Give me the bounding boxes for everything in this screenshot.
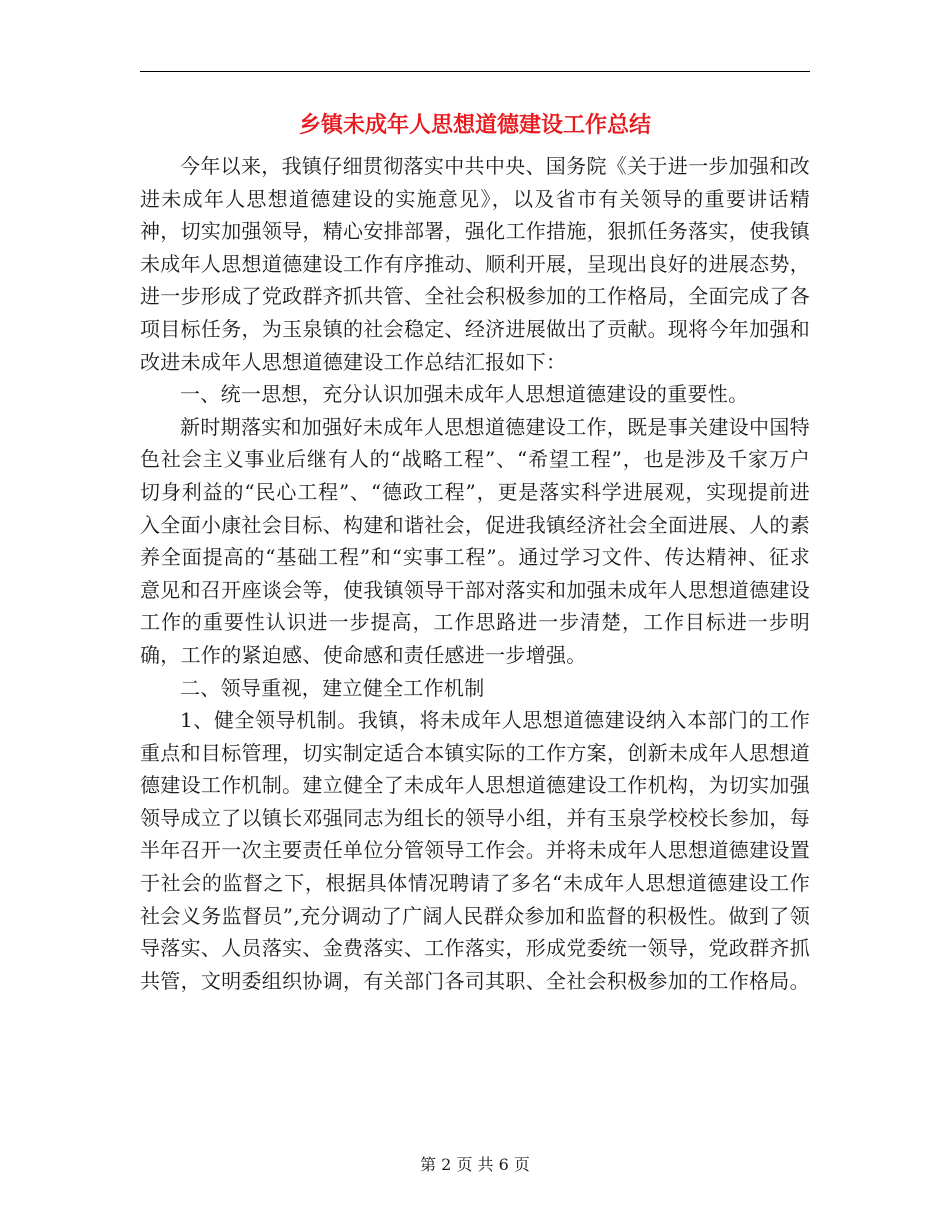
section-heading-1: 一、统一思想，充分认识加强未成年人思想道德建设的重要性。 (180, 382, 749, 407)
paragraph-section-2-item-1: 1、健全领导机制。我镇，将未成年人思想道德建设纳入本部门的工作重点和目标管理，切实制定适合本镇实际的工作方案，创新未成年人思想道德建设工作机制。建立健全了未成年人思想道德建设工作机构，为切实加强领导成立了以镇长邓强同志为组长的领导小组，并有玉泉学校校长参加，每半年召开一次主要责任单位分管领导工作会。并将未成年人思想道德建设置于社会的监督之下，根据具体情况聘请了多名“未成年人思想道德建设工作社会义务监督员”,充分调动了广阔人民群众参加和监督的积极性。做到了领导落实、人员落实、金费落实、工作落实，形成党委统一领导，党政群齐抓共管，文明委组织协调，有关部门各司其职、全社会积极参加的工作格局。 (140, 708, 810, 993)
section-heading-2: 二、领导重视，建立健全工作机制 (180, 675, 485, 700)
paragraph-section-1: 新时期落实和加强好未成年人思想道德建设工作，既是事关建设中国特色社会主义事业后继有人的“战略工程”、“希望工程”，也是涉及千家万户切身利益的“民心工程”、“德政工程”，更是落实科学进展观，实现提前进入全面小康社会目标、构建和谐社会，促进我镇经济社会全面进展、人的素养全面提高的“基础工程”和“实事工程”。通过学习文件、传达精神、征求意见和召开座谈会等，使我镇领导干部对落实和加强未成年人思想道德建设工作的重要性认识进一步提高，工作思路进一步清楚，工作目标进一步明确，工作的紧迫感、使命感和责任感进一步增强。 (140, 414, 810, 667)
paragraph-intro: 今年以来，我镇仔细贯彻落实中共中央、国务院《关于进一步加强和改进未成年人思想道德建设的实施意见》，以及省市有关领导的重要讲话精神，切实加强领导，精心安排部署，强化工作措施，狠抓任务落实，使我镇未成年人思想道德建设工作有序推动、顺利开展，呈现出良好的进展态势，进一步形成了党政群齐抓共管、全社会积极参加的工作格局，全面完成了各项目标任务，为玉泉镇的社会稳定、经济进展做出了贡献。现将今年加强和改进未成年人思想道德建设工作总结汇报如下： (140, 154, 810, 374)
document-title: 乡镇未成年人思想道德建设工作总结 (298, 113, 651, 138)
header-rule (140, 71, 810, 72)
page-number-footer: 第 2 页 共 6 页 (420, 1155, 530, 1174)
document-body (140, 150, 810, 997)
